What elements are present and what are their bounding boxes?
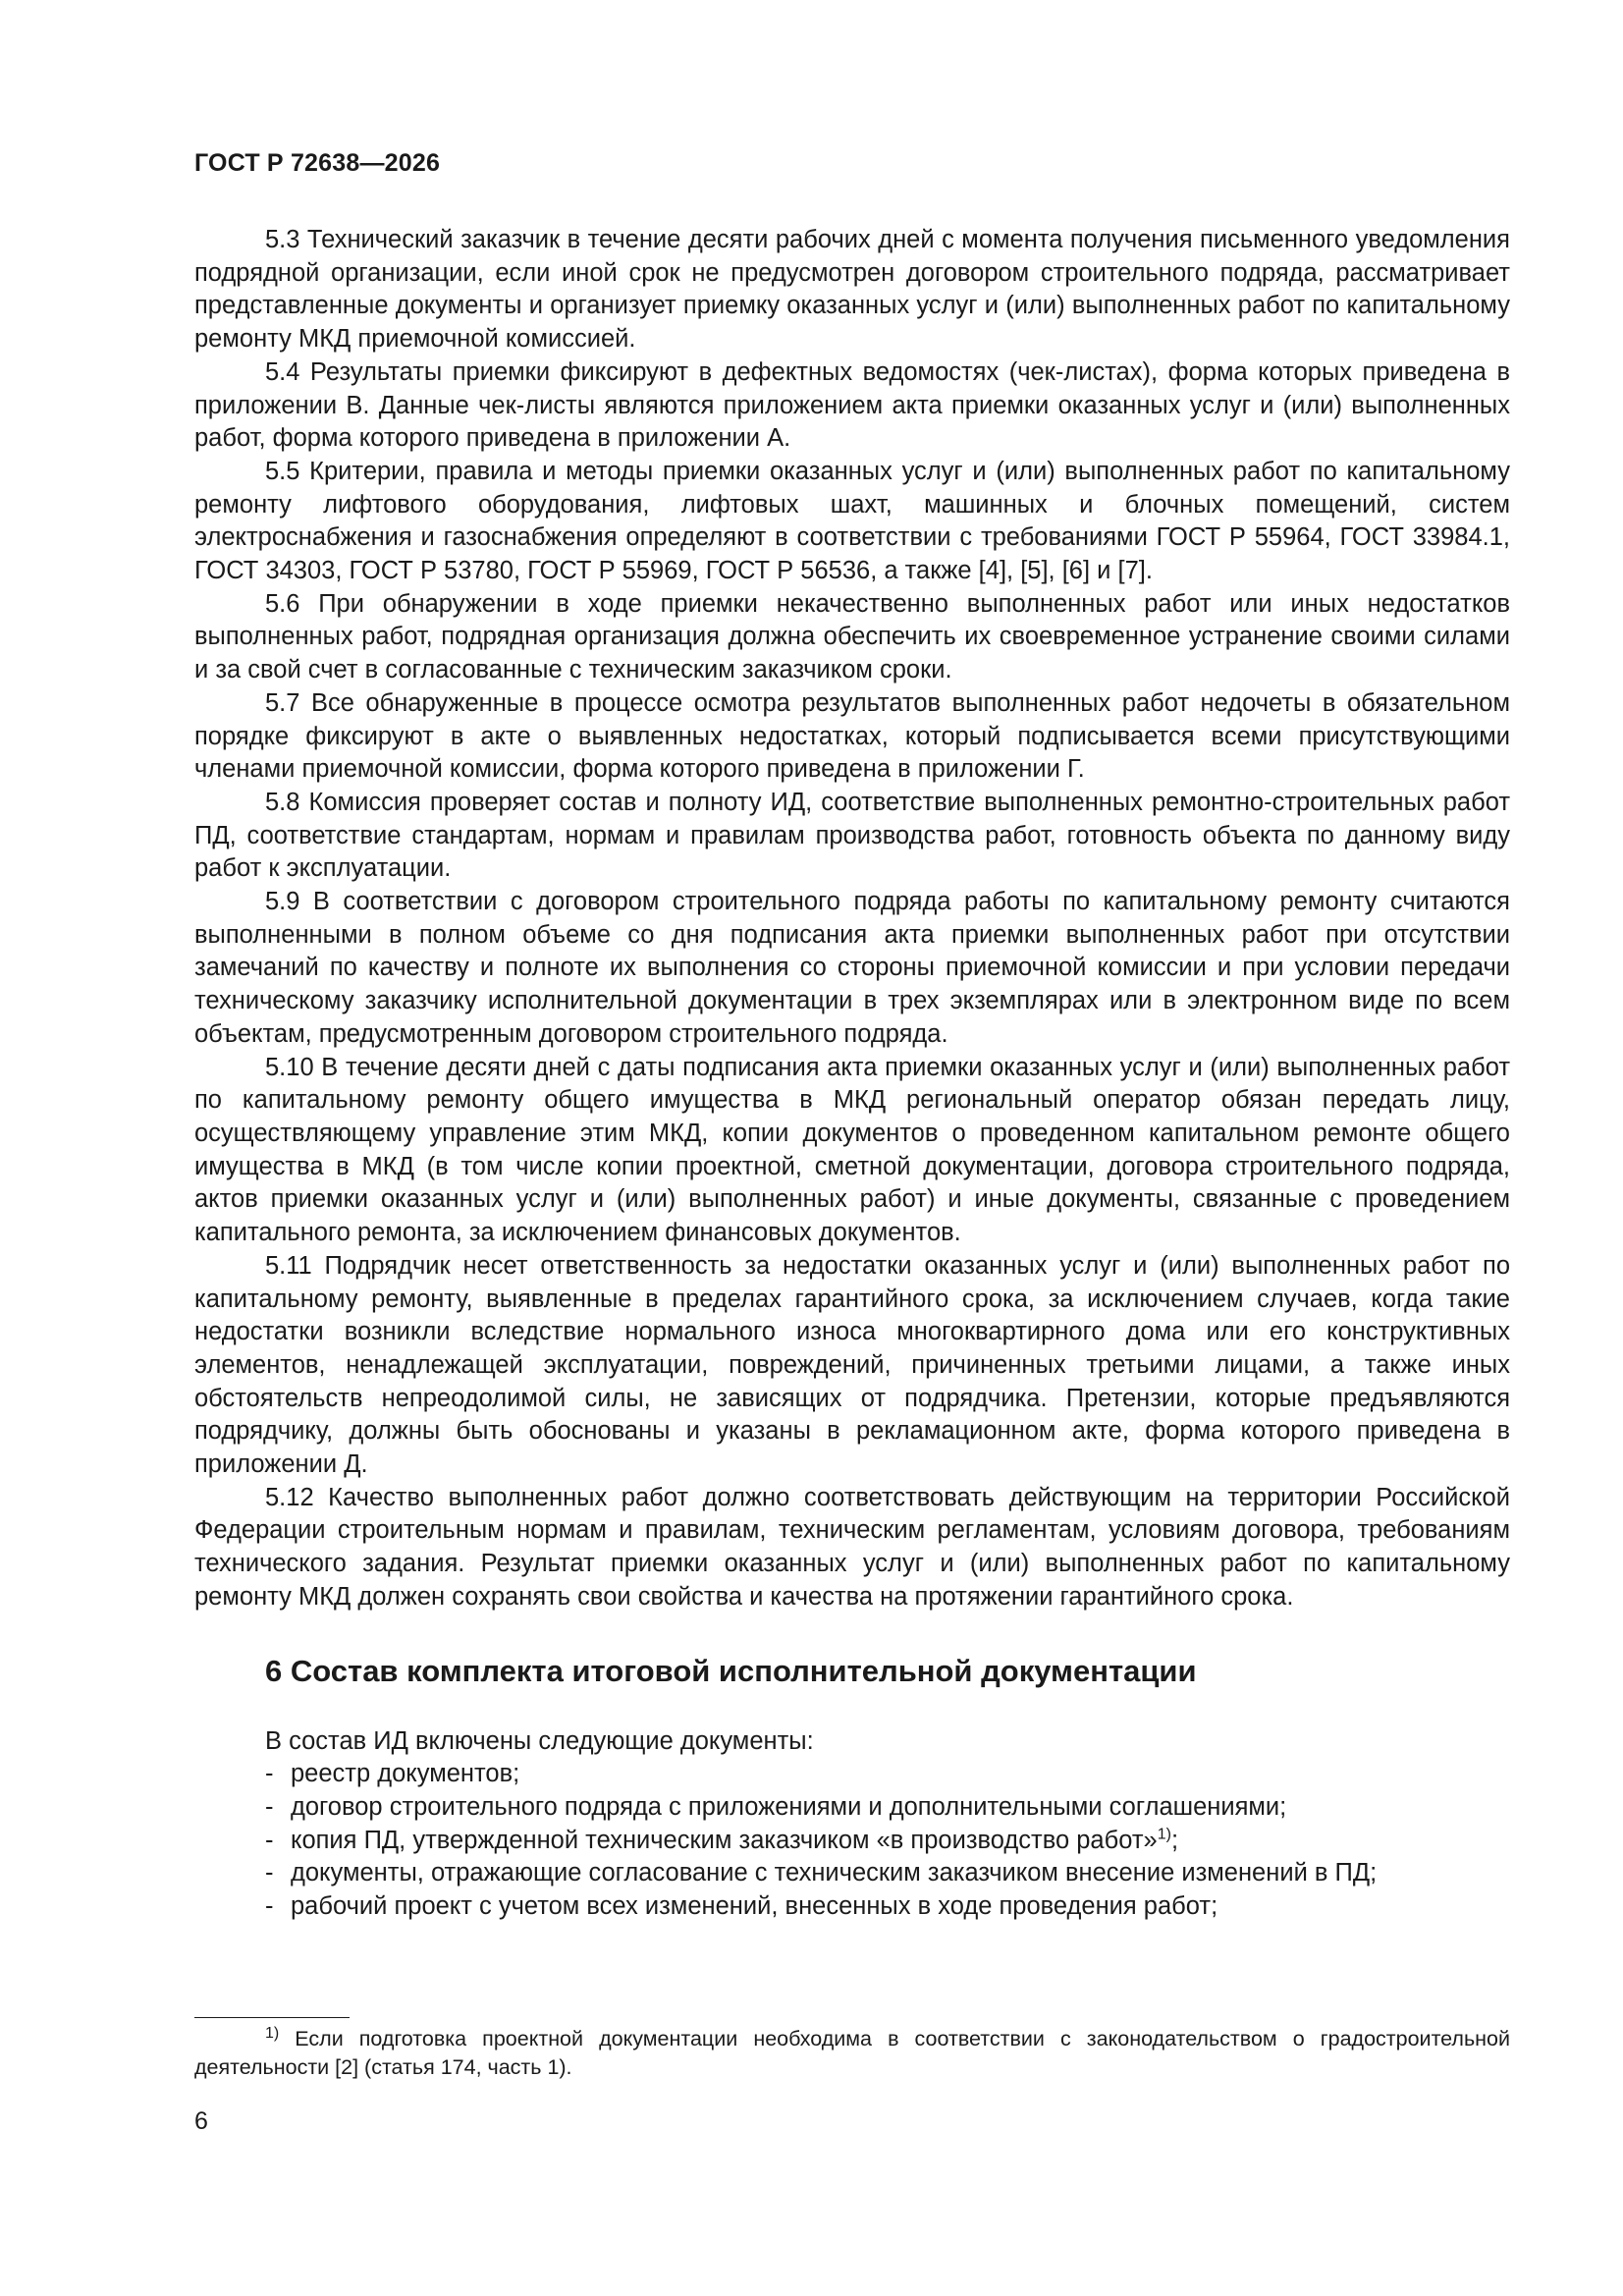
clause-5-12: 5.12 Качество выполненных работ должно соответствовать действующим на территории Российской Федерации строительным нормам и правилам, техническим регламентам, условиям договора, требованиям технического задания. Результат приемки оказанных услуг и (или) выполненных работ по капитальному ремонту МКД должен сохранять свои свойства и качества на протяжении гарантийного срока. — [194, 1483, 1510, 1611]
list-item — [265, 1791, 1510, 1825]
clause-5-10: 5.10 В течение десяти дней с даты подписания акта приемки оказанных услуг и (или) выполненных работ по капитальному ремонту общего имущества в МКД региональный оператор обязан передать лицу, осуществляющему управление этим МКД, копии документов о проведенном капитальном ремонте общего имущества в МКД (в том числе копии проектной, сметной документации, договора строительного подряда, актов приемки оказанных услуг и (или) выполненных работ) и иные документы, связанные с проведением капитального ремонта, за исключением финансовых документов. — [194, 1053, 1510, 1247]
footnote-reference[interactable]: 1) — [1157, 1826, 1171, 1843]
clause-5-11: 5.11 Подрядчик несет ответственность за недостатки оказанных услуг и (или) выполненных работ по капитальному ремонту, выявленные в пределах гарантийного срока, за исключением случаев, когда такие недостатки возникли вследствие нормального износа многоквартирного дома или его конструктивных элементов, ненадлежащей эксплуатации, повреждений, причиненных третьими лицами, а также иных обстоятельств непреодолимой силы, не зависящих от подрядчика. Претензии, которые предъявляются подрядчику, должны быть обоснованы и указаны в рекламационном акте, форма которого приведена в приложении Д. — [194, 1251, 1510, 1479]
list-item-text: реестр документов; — [291, 1760, 520, 1788]
clause-5-7: 5.7 Все обнаруженные в процессе осмотра результатов выполненных работ недочеты в обязательном порядке фиксируют в акте о выявленных недостатках, который подписывается всеми присутствующими членами приемочной комиссии, форма которого приведена в приложении Г. — [194, 688, 1510, 784]
footnote-text: Если подготовка проектной документации необходима в соответствии с законодательством о градостроительной деятельности [2] (статья 174, часть 1). — [194, 2027, 1510, 2079]
list-item — [265, 1758, 1510, 1791]
clause-5-6: 5.6 При обнаружении в ходе приемки некачественно выполненных работ или иных недостатков выполненных работ, подрядная организация должна обеспечить их своевременное устранение своими силами и за свой счет в согласованные с техническим заказчиком сроки. — [194, 589, 1510, 684]
footnote — [194, 2025, 1510, 2082]
list-item — [265, 1825, 1510, 1858]
clause-5-4: 5.4 Результаты приемки фиксируют в дефектных ведомостях (чек-листах), форма которых приведена в приложении В. Данные чек-листы являются приложением акта приемки оказанных услуг и (или) выполненных работ, форма которого приведена в приложении А. — [194, 357, 1510, 453]
list-dash: - — [265, 1892, 274, 1921]
list-item-text: договор строительного подряда с приложениями и дополнительными соглашениями; — [291, 1792, 1287, 1821]
list-item-tail: ; — [1170, 1826, 1179, 1854]
list-item-text: копия ПД, утвержденной техническим заказчиком «в производство работ» — [291, 1826, 1158, 1854]
list-item — [265, 1890, 1510, 1924]
list-dash: - — [265, 1792, 274, 1821]
list-item-text: рабочий проект с учетом всех изменений, внесенных в ходе проведения работ; — [291, 1892, 1218, 1921]
clause-5-9: 5.9 В соответствии с договором строительного подряда работы по капитальному ремонту считаются выполненными в полном объеме со дня подписания акта приемки выполненных работ при отсутствии замечаний по качеству и полноте их выполнения со стороны приемочной комиссии и при условии передачи техническому заказчику исполнительной документации в трех экземплярах или в электронном виде по всем объектам, предусмотренным договором строительного подряда. — [194, 888, 1510, 1048]
clause-5-5: 5.5 Критерии, правила и методы приемки оказанных услуг и (или) выполненных работ по капитальному ремонту лифтового оборудования, лифтовых шахт, машинных и блочных помещений, систем электроснабжения и газоснабжения определяют в соответствии с требованиями ГОСТ Р 55964, ГОСТ 33984.1, ГОСТ 34303, ГОСТ Р 53780, ГОСТ Р 55969, ГОСТ Р 56536, а также [4], [5], [6] и [7]. — [194, 457, 1510, 585]
list-dash: - — [265, 1760, 274, 1788]
footnote-divider — [194, 2017, 350, 2018]
list-item — [265, 1857, 1510, 1890]
section-6-intro: В состав ИД включены следующие документы: — [265, 1726, 814, 1755]
clause-5-3: 5.3 Технический заказчик в течение десяти рабочих дней с момента получения письменного уведомления подрядной организации, если иной срок не предусмотрен договором строительного подряда, рассматривает представленные документы и организует приемку оказанных услуг и (или) выполненных работ по капитальному ремонту МКД приемочной комиссией. — [194, 226, 1510, 354]
list-item-text: документы, отражающие согласование с техническим заказчиком внесение изменений в ПД; — [291, 1859, 1378, 1887]
document-header: ГОСТ Р 72638—2026 — [194, 149, 441, 177]
section-6-title: 6 Состав комплекта итоговой исполнительной документации — [265, 1653, 1197, 1688]
documents-list — [265, 1758, 1510, 1924]
clause-5-8: 5.8 Комиссия проверяет состав и полноту ИД, соответствие выполненных ремонтно-строительных работ ПД, соответствие стандартам, нормам и правилам производства работ, готовность объекта по данному виду работ к эксплуатации. — [194, 788, 1510, 883]
document-body — [194, 224, 1510, 1924]
footnote-marker: 1) — [265, 2024, 280, 2042]
list-dash: - — [265, 1826, 274, 1854]
page-number: 6 — [194, 2107, 208, 2135]
list-dash: - — [265, 1859, 274, 1887]
footnote-text-block — [194, 2025, 1510, 2082]
